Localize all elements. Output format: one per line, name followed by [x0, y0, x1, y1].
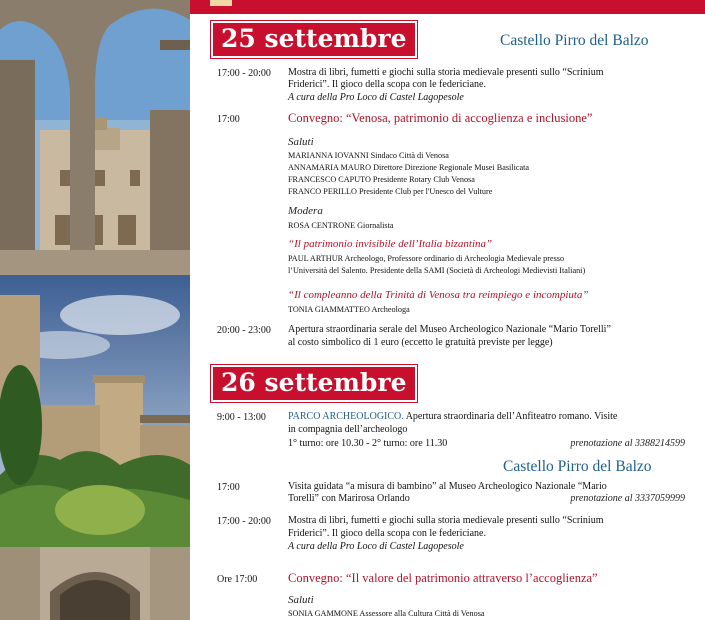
- event-text: Mostra di libri, fumetti e giochi sulla storia medievale presenti sullo “Scrinium: [288, 67, 604, 78]
- speaker: ANNAMARIA MAURO Direttore Direzione Regionale Musei Basilicata: [288, 163, 530, 172]
- event-text: Mostra di libri, fumetti e giochi sulla storia medievale presenti sullo “Scrinium: [288, 515, 604, 526]
- date-heading-26: 26 settembre: [211, 365, 417, 402]
- date-heading-25: 25 settembre: [211, 21, 417, 58]
- booking-phone: prenotazione al 3388214599: [570, 438, 685, 449]
- section-label: Saluti: [288, 594, 314, 606]
- event-time: 20:00 - 23:00: [217, 325, 271, 336]
- event-time: Ore 17:00: [217, 574, 258, 585]
- event-time: 17:00: [217, 114, 240, 125]
- program-content: [190, 14, 705, 620]
- venue-title: Castello Pirro del Balzo: [503, 458, 652, 475]
- speaker: FRANCESCO CAPUTO Presidente Rotary Club Venosa: [288, 175, 475, 184]
- event-time: 9:00 - 13:00: [217, 412, 266, 423]
- moderator: ROSA CENTRONE Giornalista: [288, 221, 394, 230]
- section-label: Modera: [288, 205, 323, 217]
- booking-phone: prenotazione al 3337059999: [570, 493, 685, 504]
- event-text: [288, 411, 617, 424]
- event-time: 17:00 - 20:00: [217, 68, 271, 79]
- talk-speaker: TONIA GIAMMATTEO Archeologa: [288, 305, 410, 314]
- speaker: SONIA GAMMONE Assessore alla Cultura Città di Venosa: [288, 609, 485, 618]
- event-description: Apertura straordinaria dell’Anfiteatro romano. Visite: [403, 411, 618, 422]
- conference-title: Convegno: “Il valore del patrimonio attraverso l’accoglienza”: [288, 571, 598, 585]
- event-text: Friderici”. Il gioco della scopa con le federiciane.: [288, 528, 486, 539]
- event-time: 17:00: [217, 482, 240, 493]
- header-bar: [190, 0, 705, 14]
- talk-title: “Il patrimonio invisibile dell’Italia bizantina”: [288, 238, 493, 250]
- event-schedule: 1° turno: ore 10.30 - 2° turno: ore 11.30: [288, 438, 448, 449]
- section-label: Saluti: [288, 136, 314, 148]
- speaker: MARIANNA IOVANNI Sindaco Città di Venosa: [288, 151, 449, 160]
- event-text: in compagnia dell’archeologo: [288, 424, 408, 435]
- event-text: Friderici”. Il gioco della scopa con le federiciane.: [288, 79, 486, 90]
- castle-tower-photo: [0, 275, 190, 547]
- event-organizer: A cura della Pro Loco di Castel Lagopesole: [288, 541, 464, 552]
- photo-strip: [0, 0, 190, 620]
- venue-title: Castello Pirro del Balzo: [500, 32, 649, 49]
- event-text: al costo simbolico di 1 euro (eccetto le gratuità previste per legge): [288, 337, 553, 348]
- castle-courtyard-photo: [0, 0, 190, 275]
- talk-speaker: l’Università del Salento. Presidente della SAMI (Società di Archeologi Medievisti Italiani): [288, 266, 586, 275]
- event-time: 17:00 - 20:00: [217, 516, 271, 527]
- header-tab-decoration: [210, 0, 232, 6]
- place-name: PARCO ARCHEOLOGICO.: [288, 411, 404, 422]
- event-text: Apertura straordinaria serale del Museo Archeologico Nazionale “Mario Torelli”: [288, 324, 611, 335]
- stone-arch-photo: [0, 547, 190, 620]
- event-organizer: A cura della Pro Loco di Castel Lagopesole: [288, 92, 464, 103]
- talk-title: “Il compleanno della Trinità di Venosa tra reimpiego e incompiuta”: [288, 289, 589, 301]
- event-text: Visita guidata “a misura di bambino” al Museo Archeologico Nazionale “Mario: [288, 481, 607, 492]
- conference-title: Convegno: “Venosa, patrimonio di accoglienza e inclusione”: [288, 111, 593, 125]
- event-text: Torelli” con Marirosa Orlando: [288, 493, 410, 504]
- speaker: FRANCO PERILLO Presidente Club per l'Unesco del Vulture: [288, 187, 493, 196]
- talk-speaker: PAUL ARTHUR Archeologo, Professore ordinario di Archeologia Medievale presso: [288, 254, 565, 263]
